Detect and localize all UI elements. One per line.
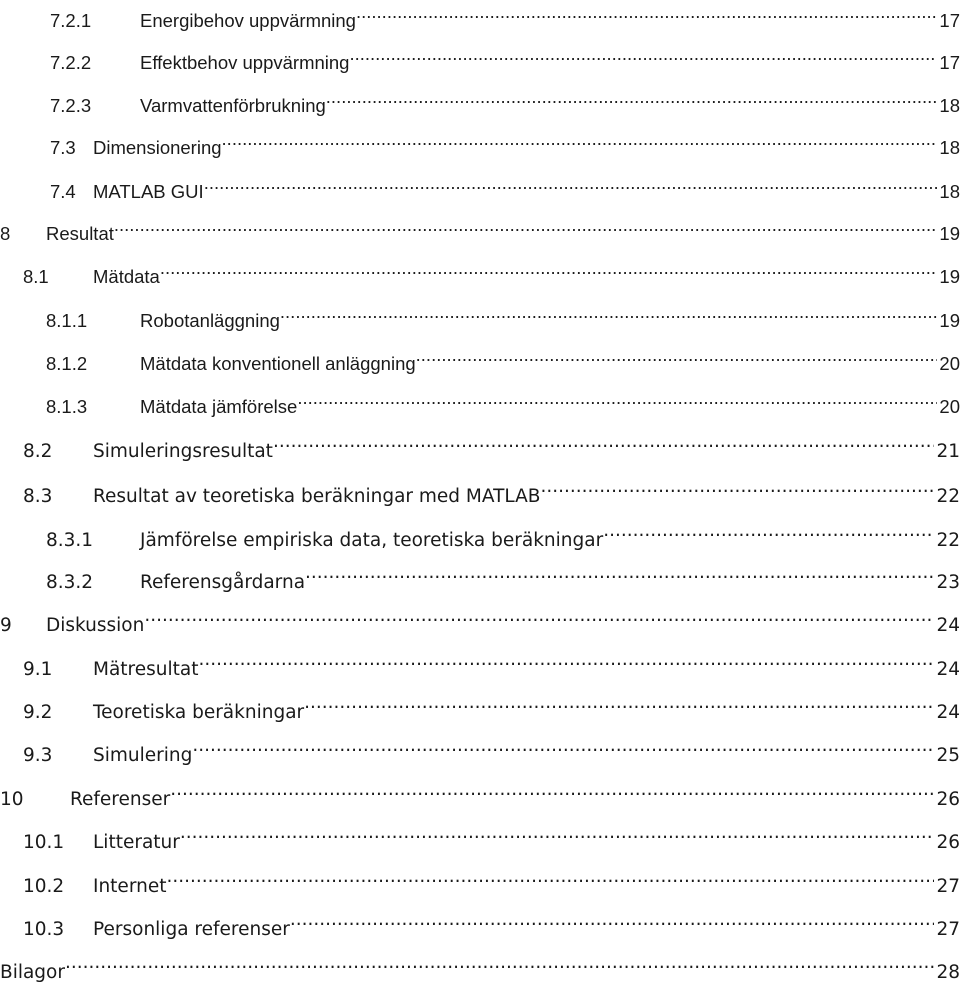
toc-entry-bilagor[interactable] xyxy=(0,948,960,983)
toc-dot-leader xyxy=(326,82,938,112)
toc-dot-leader xyxy=(170,775,934,805)
toc-dot-leader xyxy=(356,0,937,27)
toc-entry-title: Litteratur xyxy=(93,832,180,853)
toc-entry-title: Varmvattenförbrukning xyxy=(140,95,326,116)
toc-entry-page: 26 xyxy=(934,785,960,815)
toc-entry-page: 17 xyxy=(937,6,960,36)
toc-entry-8-1-3[interactable] xyxy=(46,383,960,417)
toc-entry-page: 27 xyxy=(934,915,960,945)
toc-entry-page: 21 xyxy=(934,437,960,467)
toc-entry-7-2-3[interactable] xyxy=(50,82,960,116)
toc-entry-number: 8.1 xyxy=(23,266,49,287)
toc-dot-leader xyxy=(65,948,934,978)
toc-entry-8-3[interactable] xyxy=(23,472,960,507)
toc-entry-page: 23 xyxy=(934,568,960,598)
toc-entry-title: Resultat xyxy=(46,223,114,244)
toc-entry-9-1[interactable] xyxy=(23,645,960,680)
toc-entry-number: 7.2.3 xyxy=(50,95,92,116)
toc-entry-title: Mätdata xyxy=(93,266,160,287)
toc-entry-title: Personliga referenser xyxy=(93,919,290,940)
toc-entry-page: 19 xyxy=(937,306,960,336)
toc-entry-number: 10 xyxy=(0,789,24,810)
toc-entry-page: 25 xyxy=(934,741,960,771)
toc-dot-leader xyxy=(198,645,934,675)
toc-entry-title: Energibehov uppvärmning xyxy=(140,10,356,31)
toc-entry-title: Mätdata jämförelse xyxy=(140,396,298,417)
toc-entry-8-1-1[interactable] xyxy=(46,297,960,331)
toc-entry-page: 18 xyxy=(937,177,960,207)
toc-entry-title: Effektbehov uppvärmning xyxy=(140,52,350,73)
toc-dot-leader xyxy=(160,253,938,283)
toc-entry-7-4[interactable] xyxy=(50,168,960,202)
toc-dot-leader xyxy=(222,124,938,154)
toc-dot-leader xyxy=(304,688,934,718)
toc-entry-number: 9.3 xyxy=(23,745,53,766)
toc-entry-page: 20 xyxy=(937,392,960,422)
toc-entry-title: Jämförelse empiriska data, teoretiska beräkningar xyxy=(140,530,604,551)
toc-entry-number: 8.2 xyxy=(23,441,53,462)
toc-entry-8-1-2[interactable] xyxy=(46,340,960,374)
toc-entry-8-3-2[interactable] xyxy=(46,558,960,593)
toc-dot-leader xyxy=(297,383,937,413)
toc-entry-page: 18 xyxy=(937,133,960,163)
toc-entry-page: 19 xyxy=(937,219,960,249)
toc-entry-page: 27 xyxy=(934,872,960,902)
toc-entry-number: 7.4 xyxy=(50,181,76,202)
toc-entry-title: Simulering xyxy=(93,745,193,766)
toc-entry-title: Mätresultat xyxy=(93,659,199,680)
toc-entry-9[interactable] xyxy=(0,601,960,636)
toc-dot-leader xyxy=(349,39,937,69)
toc-entry-title: Teoretiska beräkningar xyxy=(93,702,305,723)
toc-entry-8[interactable] xyxy=(0,210,960,244)
toc-entry-number: 9.2 xyxy=(23,702,53,723)
toc-entry-title: Resultat av teoretiska beräkningar med MATLAB xyxy=(93,486,541,507)
toc-entry-title: MATLAB GUI xyxy=(93,181,204,202)
toc-entry-page: 19 xyxy=(937,262,960,292)
toc-entry-10-1[interactable] xyxy=(23,818,960,853)
toc-entry-7-2-1[interactable] xyxy=(50,0,960,31)
toc-entry-number: 10.2 xyxy=(23,876,65,897)
toc-entry-page: 24 xyxy=(934,655,960,685)
toc-entry-title: Diskussion xyxy=(46,615,145,636)
toc-dot-leader xyxy=(416,340,938,370)
toc-entry-7-2-2[interactable] xyxy=(50,39,960,73)
toc-entry-10-2[interactable] xyxy=(23,862,960,897)
toc-entry-title: Internet xyxy=(93,876,167,897)
toc-entry-title: Mätdata konventionell anläggning xyxy=(140,353,416,374)
toc-entry-page: 20 xyxy=(937,349,960,379)
toc-entry-page: 24 xyxy=(934,698,960,728)
toc-dot-leader xyxy=(305,558,934,588)
toc-entry-title: Referensgårdarna xyxy=(140,572,306,593)
toc-entry-page: 22 xyxy=(934,482,960,512)
toc-entry-number: 7.2.2 xyxy=(50,52,92,73)
toc-dot-leader xyxy=(204,168,938,198)
toc-dot-leader xyxy=(541,472,935,502)
toc-entry-title: Bilagor xyxy=(0,962,65,983)
toc-dot-leader xyxy=(290,905,935,935)
toc-entry-8-2[interactable] xyxy=(23,427,960,462)
toc-entry-9-2[interactable] xyxy=(23,688,960,723)
toc-entry-title: Referenser xyxy=(70,789,171,810)
toc-entry-title: Simuleringsresultat xyxy=(93,441,273,462)
toc-entry-page: 26 xyxy=(934,828,960,858)
toc-entry-number: 9.1 xyxy=(23,659,53,680)
toc-entry-number: 9 xyxy=(0,615,12,636)
toc-entry-10[interactable] xyxy=(0,775,960,810)
toc-dot-leader xyxy=(280,297,938,327)
toc-entry-7-3[interactable] xyxy=(50,124,960,158)
toc-entry-number: 8.3 xyxy=(23,486,53,507)
toc-entry-number: 10.1 xyxy=(23,832,65,853)
toc-entry-title: Dimensionering xyxy=(93,137,222,158)
toc-entry-page: 28 xyxy=(934,958,960,988)
toc-dot-leader xyxy=(144,601,934,631)
toc-entry-page: 18 xyxy=(937,91,960,121)
toc-dot-leader xyxy=(114,210,938,240)
toc-entry-number: 8.3.1 xyxy=(46,530,94,551)
toc-entry-8-1[interactable] xyxy=(23,253,960,287)
toc-entry-number: 8.1.2 xyxy=(46,353,88,374)
toc-entry-page: 24 xyxy=(934,611,960,641)
toc-dot-leader xyxy=(180,818,935,848)
toc-dot-leader xyxy=(273,427,935,457)
toc-dot-leader xyxy=(603,516,934,546)
toc-entry-number: 8 xyxy=(0,223,11,244)
toc-entry-9-3[interactable] xyxy=(23,731,960,766)
toc-entry-page: 17 xyxy=(937,48,960,78)
toc-entry-number: 10.3 xyxy=(23,919,65,940)
toc-entry-8-3-1[interactable] xyxy=(46,516,960,551)
toc-dot-leader xyxy=(192,731,934,761)
toc-entry-page: 22 xyxy=(934,526,960,556)
toc-entry-10-3[interactable] xyxy=(23,905,960,940)
toc-dot-leader xyxy=(166,862,934,892)
toc-entry-number: 8.3.2 xyxy=(46,572,94,593)
toc-entry-number: 7.2.1 xyxy=(50,10,92,31)
toc-entry-number: 8.1.1 xyxy=(46,310,88,331)
toc-entry-title: Robotanläggning xyxy=(140,310,280,331)
toc-entry-number: 8.1.3 xyxy=(46,396,88,417)
toc-entry-number: 7.3 xyxy=(50,137,76,158)
